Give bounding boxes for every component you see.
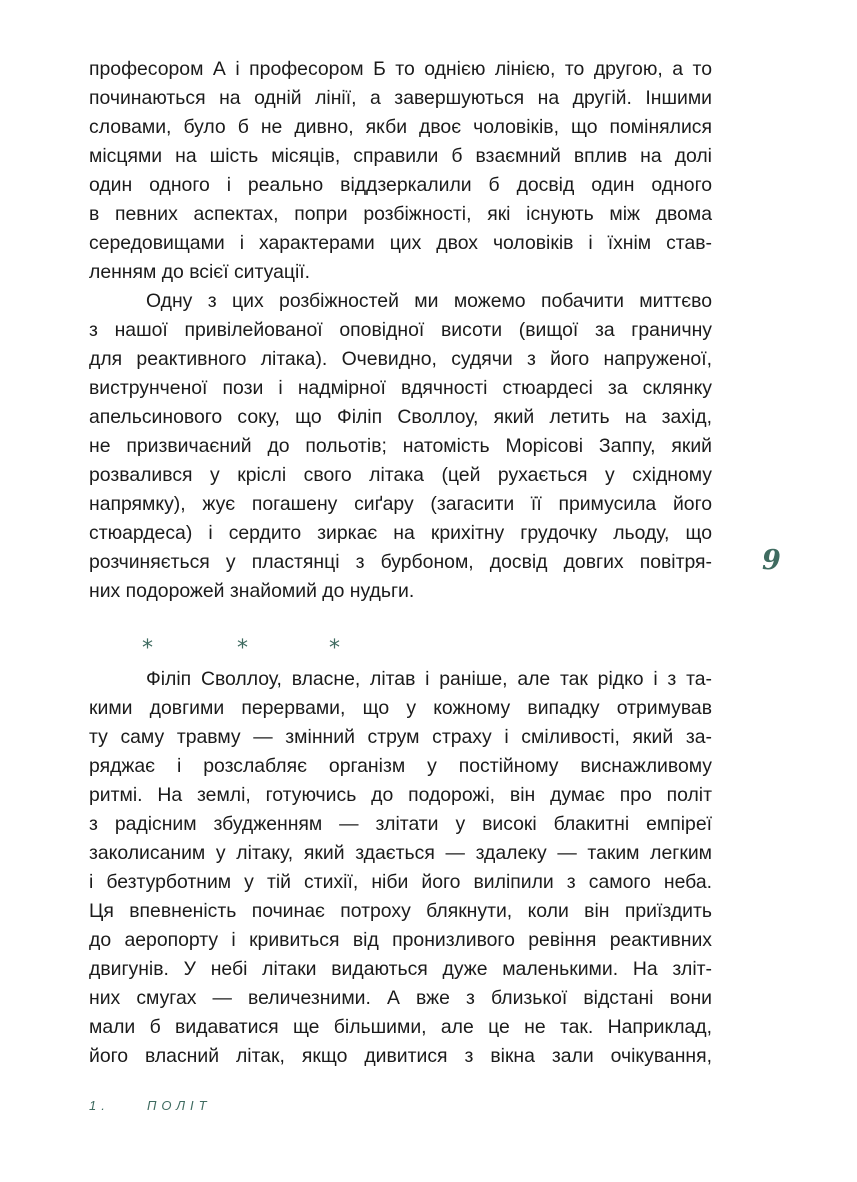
- asterisk: *: [329, 636, 340, 661]
- paragraph: [89, 665, 712, 1071]
- chapter-number: 1.: [89, 1098, 110, 1113]
- text-line: починаються на одній лінії, а завершуються на другій. Іншими: [89, 87, 712, 109]
- body-text-bottom: [89, 665, 712, 1071]
- text-line: для реактивного літака). Очевидно, судячи з його напруженої,: [89, 348, 712, 370]
- text-line: Одну з цих розбіжностей ми можемо побачити миттєво: [146, 290, 712, 312]
- text-line: ряджає і розслабляє організм у постійному виснажливому: [89, 755, 712, 777]
- text-line: них смугах — величезними. А вже з близької відстані вони: [89, 987, 712, 1009]
- text-line: Філіп Своллоу, власне, літав і раніше, але так рідко і з та-: [146, 668, 712, 690]
- text-line: напрямку), жує погашену сиґару (загасити її примусила його: [89, 493, 712, 515]
- text-line: не призвичаєний до польотів; натомість Морісові Заппу, який: [89, 435, 712, 457]
- text-line: них подорожей знайомий до нудьги.: [89, 580, 415, 602]
- text-line: виструнченої пози і надмірної вдячності стюардесі за склянку: [89, 377, 712, 399]
- text-line: апельсинового соку, що Філіп Своллоу, який летить на захід,: [89, 406, 712, 428]
- text-line: Ця впевненість починає потроху блякнути, коли він приїздить: [89, 900, 712, 922]
- page-number: 9: [762, 545, 781, 576]
- text-line: і безтурботним у тій стихії, ніби його виліпили з самого неба.: [89, 871, 712, 893]
- asterisk: *: [142, 636, 153, 661]
- text-line: професором А і професором Б то однією лінією, то другою, а то: [89, 58, 712, 80]
- text-line: ленням до всієї ситуації.: [89, 261, 311, 283]
- text-line: ритмі. На землі, готуючись до подорожі, він думає про політ: [89, 784, 712, 806]
- text-line: з радісним збудженням — злітати у високі блакитні емпіреї: [89, 813, 712, 835]
- text-line: словами, було б не дивно, якби двоє чоловіків, що помінялися: [89, 116, 712, 138]
- chapter-title: ПОЛІТ: [147, 1098, 212, 1113]
- text-line: місцями на шість місяців, справили б взаємний вплив на долі: [89, 145, 712, 167]
- text-line: з нашої привілейованої оповідної висоти (вищої за граничну: [89, 319, 712, 341]
- text-line: розвалився у кріслі свого літака (цей рухається у східному: [89, 464, 712, 486]
- text-line: до аеропорту і кривиться від пронизливого ревіння реактивних: [89, 929, 712, 951]
- text-line: ту саму травму — змінний струм страху і сміливості, який за-: [89, 726, 712, 748]
- text-line: розчиняється у пластянці з бурбоном, досвід довгих повітря-: [89, 551, 712, 573]
- text-line: двигунів. У небі літаки видаються дуже маленькими. На зліт-: [89, 958, 712, 980]
- text-line: заколисаним у літаку, який здається — здалеку — таким легким: [89, 842, 712, 864]
- running-footer: [89, 1098, 212, 1113]
- paragraph-continued: [89, 55, 712, 287]
- text-line: в певних аспектах, попри розбіжності, які існують між двома: [89, 203, 712, 225]
- asterisk: *: [237, 636, 248, 661]
- text-line: один одного і реально віддзеркалили б досвід один одного: [89, 174, 712, 196]
- text-line: його власний літак, якщо дивитися з вікна зали очікування,: [89, 1045, 712, 1067]
- text-line: середовищами і характерами цих двох чоловіків і їхнім став-: [89, 232, 712, 254]
- text-line: мали б видаватися ще більшими, але це не так. Наприклад,: [89, 1016, 712, 1038]
- body-text-top: [89, 55, 712, 606]
- text-line: кими довгими перервами, що у кожному випадку отримував: [89, 697, 712, 719]
- text-line: стюардеса) і сердито зиркає на крихітну грудочку льоду, що: [89, 522, 712, 544]
- paragraph: [89, 287, 712, 606]
